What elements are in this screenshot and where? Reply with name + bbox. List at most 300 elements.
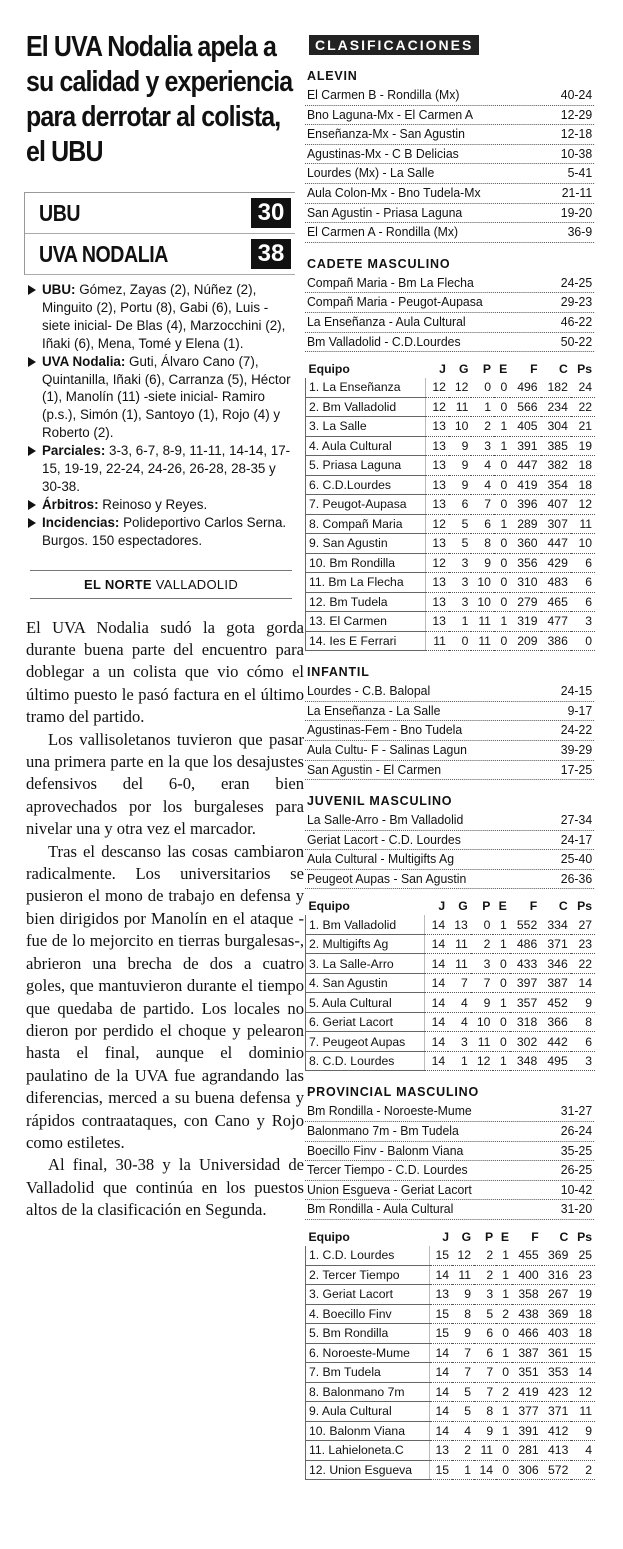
standings-cell: 0	[496, 1324, 512, 1344]
standings-header: Ps	[577, 1230, 592, 1245]
standings-header: C	[558, 899, 568, 914]
fact-item	[28, 496, 295, 514]
article-paragraph: Tras el descanso las cosas cambiaron radicalmente. Los universitarios se pusieron el mono de trabajo en defensa y bien dirigidos por Manolín en el ataque -fue de lo mejorcito en tierras burgalesas-, abrieron una brecha de dos a cuatro goles, que mantuvieron durante el tiempo que quedaba de partido. Los locales no dieron por perdido el choque y pelearon hasta el final, aunque el dominio paulatino de la UVA fue agrandando las diferencias, merced a su buena defensa y rápidos contraataques, con Cano y Rojo como estiletes.	[26, 841, 304, 1152]
standings-header: F	[530, 362, 538, 377]
result-row	[305, 106, 594, 126]
section-title: INFANTIL	[307, 665, 370, 680]
standings-cell: 13	[426, 592, 449, 612]
standings-cell: 15	[429, 1460, 452, 1480]
standings-cell: 360	[510, 534, 540, 554]
home-score: 30	[251, 198, 291, 228]
standings-cell: 3	[449, 553, 472, 573]
standings-cell: 4	[448, 1012, 471, 1032]
article-paragraph: El UVA Nodalia sudó la gota gorda durante buena parte del encuentro para doblegar a un colista que vio cómo el último puesto le pasó factura en el último tramo del partido.	[26, 617, 304, 727]
result-row	[305, 870, 594, 890]
fact-label: Árbitros:	[42, 496, 99, 512]
result-match: Bm Rondilla - Aula Cultural	[306, 1202, 454, 1217]
standings-cell: 2. Bm Valladolid	[306, 397, 426, 417]
standings-cell: 3	[471, 436, 494, 456]
byline	[30, 570, 292, 599]
standings-cell: 495	[540, 1051, 570, 1071]
standings-cell: 0	[494, 456, 510, 476]
result-match: Balonmano 7m - Bm Tudela	[306, 1124, 459, 1139]
standings-row	[306, 1285, 596, 1305]
standings-cell: 8. Balonmano 7m	[306, 1382, 430, 1402]
standings-cell: 433	[510, 954, 540, 974]
standings-row	[306, 993, 596, 1013]
standings-row	[306, 973, 596, 993]
fact-label: UVA Nodalia:	[42, 353, 126, 369]
standings-cell: 572	[542, 1460, 572, 1480]
standings-cell: 3	[448, 1032, 471, 1052]
result-row	[305, 184, 594, 204]
standings-cell: 0	[494, 397, 510, 417]
result-score: 21-11	[561, 185, 593, 200]
standings-row	[306, 1382, 596, 1402]
section-title: JUVENIL MASCULINO	[307, 794, 453, 809]
standings-header: G	[461, 1230, 472, 1245]
standings-cell: 447	[510, 456, 540, 476]
article-paragraph: Al final, 30-38 y la Universidad de Valladolid que continúa en los puestos altos de la clasificación en Segunda.	[26, 1155, 304, 1220]
standings-header: J	[438, 899, 446, 914]
standings-cell: 13	[448, 915, 471, 934]
standings-cell: 14	[425, 1012, 448, 1032]
standings-cell: 477	[541, 612, 571, 632]
standings-cell: 14	[425, 954, 448, 974]
standings-cell: 0	[449, 631, 472, 651]
standings-cell: 5. Bm Rondilla	[306, 1324, 430, 1344]
standings-cell: 9	[471, 993, 494, 1013]
standings-cell: 0	[494, 475, 510, 495]
standings-cell: 6	[571, 553, 595, 573]
result-score: 27-34	[560, 813, 593, 828]
standings-cell: 13	[426, 475, 449, 495]
standings-cell: 2	[496, 1304, 512, 1324]
standings-row	[306, 1012, 596, 1032]
standings-cell: 14	[429, 1421, 452, 1441]
standings-cell: 353	[542, 1363, 572, 1383]
standings-cell: 0	[471, 378, 494, 397]
result-row	[305, 1122, 594, 1142]
standings-cell: 403	[542, 1324, 572, 1344]
result-match: La Enseñanza - Aula Cultural	[306, 314, 466, 329]
standings-header: E	[499, 362, 508, 377]
standings-cell: 9	[452, 1324, 474, 1344]
standings-row	[306, 1460, 596, 1480]
result-row	[305, 1161, 594, 1181]
standings-cell: 419	[512, 1382, 542, 1402]
standings-cell: 4	[448, 993, 471, 1013]
standings-cell: 6. Geriat Lacort	[306, 1012, 425, 1032]
standings-cell: 6. Noroeste-Mume	[306, 1343, 430, 1363]
standings-cell: 22	[571, 954, 595, 974]
standings-cell: 5	[449, 534, 472, 554]
standings-cell: 9. San Agustin	[306, 534, 426, 554]
result-match: Enseñanza-Mx - San Agustin	[306, 127, 465, 142]
away-team-name: UVA NODALIA	[39, 240, 168, 267]
standings-cell: 11	[474, 1441, 496, 1461]
standings-cell: 182	[541, 378, 571, 397]
result-match: Lourdes (Mx) - La Salle	[306, 166, 435, 181]
standings-cell: 304	[541, 417, 571, 437]
standings-cell: 407	[541, 495, 571, 515]
standings-cell: 1	[496, 1421, 512, 1441]
away-score: 38	[251, 239, 291, 269]
fact-text: Gómez, Zayas (2), Núñez (2), Minguito (2), Portu (8), Gabi (6), Luis -siete inicial- De Blas (4), Marzocchini (2), Iñaki (6), Mena, Tomé y Elena (1).	[42, 282, 286, 351]
standings-cell: 1	[496, 1402, 512, 1422]
standings-cell: 412	[542, 1421, 572, 1441]
result-score: 17-25	[560, 762, 593, 777]
standings-cell: 1	[452, 1460, 474, 1480]
standings-cell: 5	[474, 1304, 496, 1324]
fact-text: Polideportivo Carlos Serna. Burgos. 150 espectadores.	[42, 514, 287, 548]
result-row	[305, 811, 594, 831]
standings-cell: 7	[474, 1363, 496, 1383]
result-match: Compañ Maria - Peugot-Aupasa	[306, 295, 483, 310]
standings-cell: 14	[425, 915, 448, 934]
section-cadete	[305, 257, 600, 651]
standings-cell: 1	[471, 397, 494, 417]
standings-row	[306, 475, 596, 495]
standings-cell: 306	[512, 1460, 542, 1480]
scoreboard	[24, 192, 295, 275]
standings-cell: 396	[510, 495, 540, 515]
standings-cell: 209	[510, 631, 540, 651]
standings-cell: 11	[471, 631, 494, 651]
standings-header: Ps	[577, 362, 592, 377]
standings-header: J	[442, 1230, 450, 1245]
standings-cell: 0	[493, 954, 509, 974]
standings-cell: 400	[512, 1265, 542, 1285]
standings-cell: 7	[448, 973, 471, 993]
standings-cell: 382	[541, 456, 571, 476]
standings-cell: 14	[429, 1382, 452, 1402]
standings-cell: 307	[541, 514, 571, 534]
standings-cell: 1	[496, 1343, 512, 1363]
standings-cell: 358	[512, 1285, 542, 1305]
fact-text: Guti, Álvaro Cano (7), Quintanilla, Iñaki (6), Carranza (5), Héctor (1), Manolín (11) -siete inicial- Ramiro (p.s.), Simón (1), Santoyo (1), Rojo (4) y Roberto (2).	[42, 353, 291, 441]
standings-cell: 18	[571, 1304, 595, 1324]
result-row	[305, 164, 594, 184]
standings-cell: 2. Tercer Tiempo	[306, 1265, 430, 1285]
standings-cell: 14	[429, 1343, 452, 1363]
standings-row	[306, 1343, 596, 1363]
standings-row	[306, 397, 596, 417]
result-score: 39-29	[560, 742, 593, 757]
result-row	[305, 86, 594, 106]
standings-cell: 3	[471, 954, 494, 974]
standings-cell: 15	[429, 1246, 452, 1265]
standings-cell: 9. Aula Cultural	[306, 1402, 430, 1422]
fact-text: Reinoso y Reyes.	[98, 496, 208, 512]
standings-cell: 1	[449, 612, 472, 632]
standings-row	[306, 592, 596, 612]
standings-cell: 0	[494, 573, 510, 593]
standings-cell: 356	[510, 553, 540, 573]
standings-cell: 11. Bm La Flecha	[306, 573, 426, 593]
result-score: 5-41	[567, 166, 593, 181]
standings-cell: 10	[449, 417, 472, 437]
standings-cell: 7	[452, 1343, 474, 1363]
standings-cell: 438	[512, 1304, 542, 1324]
result-match: El Carmen A - Rondilla (Mx)	[306, 225, 459, 240]
standings-cell: 419	[510, 475, 540, 495]
standings-cell: 369	[542, 1304, 572, 1324]
standings-cell: 4	[471, 456, 494, 476]
result-score: 24-15	[560, 684, 593, 699]
standings-cell: 351	[512, 1363, 542, 1383]
standings-cell: 0	[494, 592, 510, 612]
standings-cell: 12	[426, 514, 449, 534]
standings-cell: 5	[452, 1382, 474, 1402]
result-row	[305, 682, 594, 702]
standings-cell: 12	[471, 1051, 494, 1071]
standings-row	[306, 514, 596, 534]
result-row	[305, 1142, 594, 1162]
standings-cell: 0	[494, 378, 510, 397]
fact-item	[28, 442, 295, 496]
result-match: Agustinas-Mx - C B Delicias	[306, 146, 459, 161]
standings-cell: 11. Lahieloneta.C	[306, 1441, 430, 1461]
standings-header-row	[306, 897, 596, 915]
standings-cell: 429	[541, 553, 571, 573]
standings-cell: 10	[571, 534, 595, 554]
result-row	[305, 313, 594, 333]
standings-cell: 19	[571, 436, 595, 456]
standings-cell: 1	[494, 612, 510, 632]
standings-cell: 13	[426, 534, 449, 554]
standings-cell: 455	[512, 1246, 542, 1265]
standings-header: E	[498, 899, 507, 914]
standings-cell: 496	[510, 378, 540, 397]
standings-cell: 0	[471, 915, 494, 934]
standings-cell: 316	[542, 1265, 572, 1285]
result-match: Lourdes - C.B. Balopal	[306, 684, 431, 699]
standings-cell: 1	[496, 1265, 512, 1285]
standings-cell: 334	[540, 915, 570, 934]
standings-cell: 7	[452, 1363, 474, 1383]
result-match: San Agustin - Priasa Laguna	[306, 205, 463, 220]
result-score: 35-25	[560, 1143, 593, 1158]
standings-cell: 8	[571, 1012, 595, 1032]
standings-cell: 22	[571, 397, 595, 417]
standings-cell: 9	[449, 436, 472, 456]
result-row	[305, 274, 594, 294]
standings-cell: 279	[510, 592, 540, 612]
standings-cell: 2	[471, 417, 494, 437]
result-row	[305, 761, 594, 781]
standings-header: G	[458, 362, 469, 377]
standings-cell: 15	[571, 1343, 595, 1363]
section-alevin	[305, 69, 600, 243]
standings-row	[306, 456, 596, 476]
result-match: La Enseñanza - La Salle	[306, 703, 441, 718]
standings-column	[305, 35, 600, 1480]
standings-header: F	[529, 899, 538, 914]
standings-cell: 5. Priasa Laguna	[306, 456, 426, 476]
article-paragraph: Los vallisoletanos tuvieron que pasar una primera parte en la que los desajustes defensivos del 6-0, eran bien aprovechados por los burgaleses para nivelar una y otra vez el marcador.	[26, 729, 304, 839]
standings-cell: 346	[540, 954, 570, 974]
standings-cell: 7	[474, 1382, 496, 1402]
standings-cell: 18	[571, 456, 595, 476]
standings-cell: 23	[571, 1265, 595, 1285]
standings-cell: 11	[448, 954, 471, 974]
standings-cell: 6	[571, 1032, 595, 1052]
result-score: 9-17	[567, 703, 593, 718]
standings-cell: 11	[449, 397, 472, 417]
standings-cell: 12	[426, 553, 449, 573]
byline-city: VALLADOLID	[155, 576, 239, 592]
standings-cell: 361	[542, 1343, 572, 1363]
result-row	[305, 204, 594, 224]
standings-cell: 397	[510, 973, 540, 993]
standings-cell: 9	[449, 456, 472, 476]
standings-cell: 10	[471, 1012, 494, 1032]
result-match: Aula Cultural - Multigifts Ag	[306, 852, 455, 867]
standings-cell: 13	[426, 456, 449, 476]
standings-cell: 14	[425, 993, 448, 1013]
standings-row	[306, 1324, 596, 1344]
standings-cell: 3	[449, 592, 472, 612]
standings-cell: 11	[426, 631, 449, 651]
standings-cell: 6	[571, 592, 595, 612]
standings-cell: 4	[471, 475, 494, 495]
standings-cell: 13	[429, 1285, 452, 1305]
standings-cell: 13	[426, 436, 449, 456]
result-score: 10-38	[560, 146, 593, 161]
standings-header: P	[484, 1230, 494, 1245]
standings-cell: 8. C.D. Lourdes	[306, 1051, 425, 1071]
standings-cell: 4. Aula Cultural	[306, 436, 426, 456]
standings-cell: 1	[493, 1051, 509, 1071]
standings-table	[305, 360, 595, 651]
standings-row	[306, 954, 596, 974]
result-score: 10-42	[560, 1182, 593, 1197]
standings-cell: 1. C.D. Lourdes	[306, 1246, 430, 1265]
standings-row	[306, 1265, 596, 1285]
standings-cell: 7	[471, 495, 494, 515]
result-row	[305, 741, 594, 761]
standings-header: Equipo	[308, 1230, 350, 1245]
standings-cell: 23	[571, 934, 595, 954]
fact-label: Parciales:	[42, 443, 106, 459]
standings-cell: 5	[452, 1402, 474, 1422]
standings-cell: 12	[449, 378, 472, 397]
standings-row	[306, 417, 596, 437]
standings-row	[306, 631, 596, 651]
result-row	[305, 333, 594, 353]
result-score: 19-20	[560, 205, 593, 220]
standings-header: Equipo	[308, 362, 350, 377]
result-score: 46-22	[560, 314, 593, 329]
result-match: Bm Valladolid - C.D.Lourdes	[306, 334, 461, 349]
standings-cell: 14	[425, 934, 448, 954]
standings-header: E	[500, 1230, 510, 1245]
standings-cell: 13	[426, 495, 449, 515]
standings-cell: 319	[510, 612, 540, 632]
result-match: Peugeot Aupas - San Agustin	[306, 871, 467, 886]
standings-cell: 281	[512, 1441, 542, 1461]
standings-cell: 348	[510, 1051, 540, 1071]
result-row	[305, 1102, 594, 1122]
result-score: 26-36	[560, 871, 593, 886]
standings-cell: 6	[571, 573, 595, 593]
standings-cell: 3. La Salle-Arro	[306, 954, 425, 974]
result-match: La Salle-Arro - Bm Valladolid	[306, 813, 464, 828]
result-row	[305, 831, 594, 851]
standings-header: C	[559, 362, 568, 377]
standings-header: Equipo	[308, 899, 350, 914]
result-row	[305, 1200, 594, 1220]
standings-cell: 366	[540, 1012, 570, 1032]
result-score: 12-18	[560, 127, 593, 142]
standings-row	[306, 495, 596, 515]
standings-cell: 19	[571, 1285, 595, 1305]
standings-cell: 6	[471, 514, 494, 534]
standings-cell: 4	[452, 1421, 474, 1441]
standings-cell: 10. Balonm Viana	[306, 1421, 430, 1441]
standings-row	[306, 612, 596, 632]
result-score: 12-29	[560, 107, 593, 122]
standings-cell: 5. Aula Cultural	[306, 993, 425, 1013]
standings-row	[306, 934, 596, 954]
article-body	[26, 617, 304, 1222]
standings-cell: 0	[493, 1012, 509, 1032]
standings-cell: 14	[425, 973, 448, 993]
standings-header-row	[306, 360, 596, 378]
standings-cell: 11	[571, 1402, 595, 1422]
standings-cell: 14	[429, 1363, 452, 1383]
standings-row	[306, 915, 596, 934]
standings-cell: 12	[571, 1382, 595, 1402]
standings-cell: 10	[471, 573, 494, 593]
standings-cell: 3. La Salle	[306, 417, 426, 437]
standings-row	[306, 1051, 596, 1071]
standings-cell: 1. Bm Valladolid	[306, 915, 425, 934]
standings-cell: 12	[571, 495, 595, 515]
section-title: ALEVIN	[307, 69, 358, 83]
section-title: CADETE MASCULINO	[307, 256, 451, 271]
standings-cell: 0	[494, 631, 510, 651]
standings-cell: 11	[448, 934, 471, 954]
standings-cell: 310	[510, 573, 540, 593]
standings-cell: 0	[571, 631, 595, 651]
result-score: 36-9	[567, 225, 593, 240]
standings-cell: 14	[429, 1402, 452, 1422]
home-team-row	[25, 193, 295, 234]
standings-cell: 2. Multigifts Ag	[306, 934, 425, 954]
standings-header: P	[482, 362, 491, 377]
standings-cell: 18	[571, 475, 595, 495]
standings-cell: 0	[496, 1363, 512, 1383]
standings-cell: 8	[471, 534, 494, 554]
standings-cell: 1	[493, 993, 509, 1013]
standings-cell: 13	[429, 1441, 452, 1461]
standings-cell: 21	[571, 417, 595, 437]
result-match: Aula Colon-Mx - Bno Tudela-Mx	[306, 185, 481, 200]
standings-cell: 1	[494, 514, 510, 534]
standings-cell: 11	[471, 612, 494, 632]
standings-cell: 302	[510, 1032, 540, 1052]
standings-cell: 14	[571, 1363, 595, 1383]
standings-cell: 1	[493, 934, 509, 954]
standings-cell: 9	[571, 993, 595, 1013]
result-match: Bm Rondilla - Noroeste-Mume	[306, 1104, 472, 1119]
standings-cell: 12. Union Esgueva	[306, 1460, 430, 1480]
standings-cell: 8	[474, 1402, 496, 1422]
standings-cell: 14. Ies E Ferrari	[306, 631, 426, 651]
standings-cell: 7	[471, 973, 494, 993]
